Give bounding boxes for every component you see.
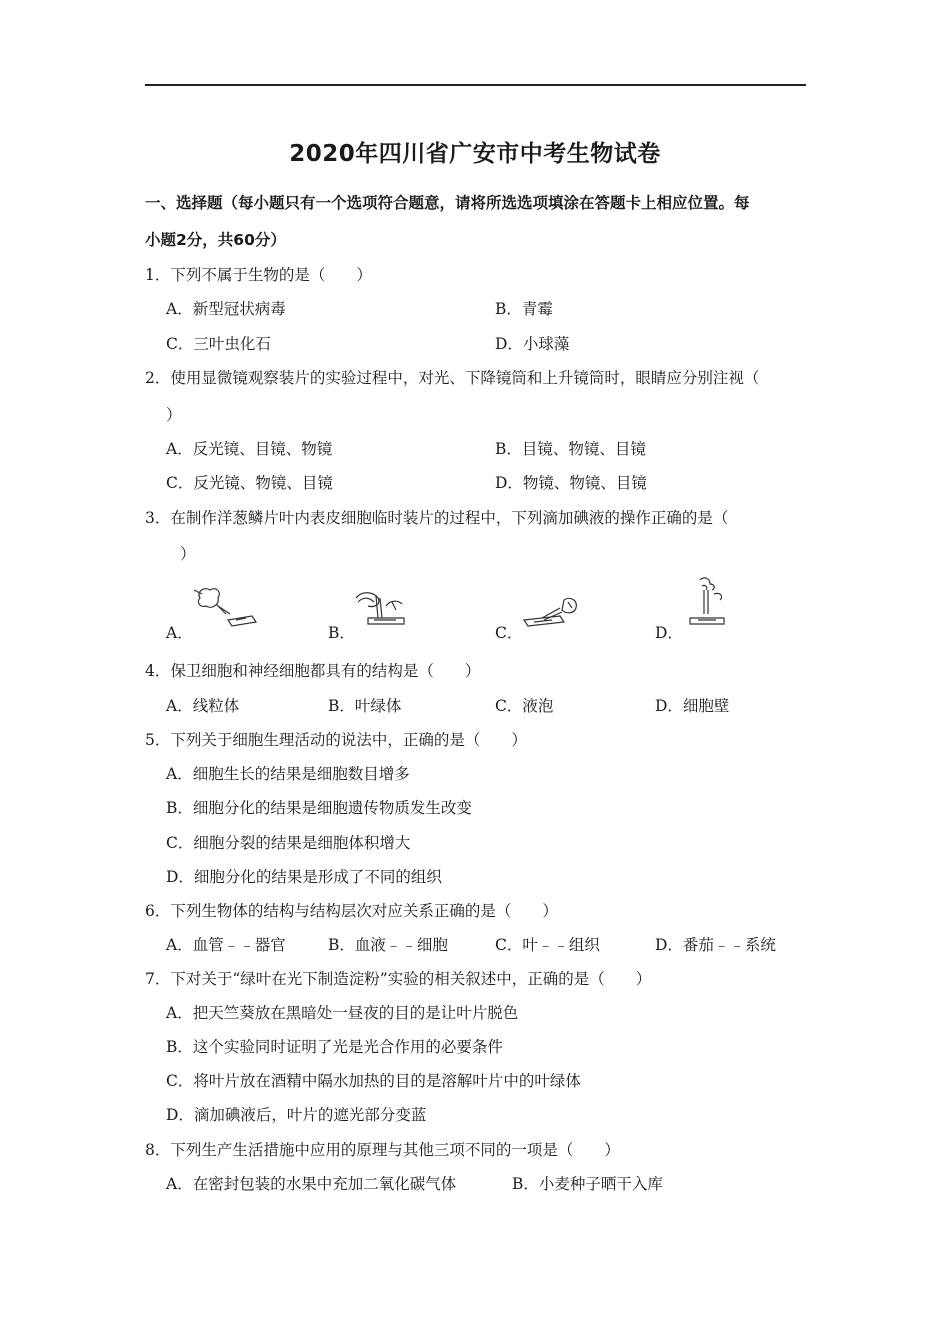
question-3-option-a: A． [166, 624, 193, 642]
question-4-option-c: C．液泡 [495, 697, 554, 715]
question-1-option-d: D．小球藻 [495, 335, 570, 353]
section-heading-line1: 一、选择题（每小题只有一个选项符合题意，请将所选选项填涂在答题卡上相应位置。每 [145, 194, 750, 212]
question-3-option-b: B． [328, 624, 355, 642]
question-4-stem: 4．保卫细胞和神经细胞都具有的结构是（ ） [145, 662, 481, 680]
question-5-option-d: D．细胞分化的结果是形成了不同的组织 [166, 868, 442, 886]
dropper-figure-b [352, 588, 412, 628]
question-1-option-a: A．新型冠状病毒 [166, 300, 286, 318]
question-5-option-a: A．细胞生长的结果是细胞数目增多 [166, 765, 410, 783]
dropper-figure-d [680, 576, 734, 630]
question-8-option-b: B．小麦种子晒干入库 [512, 1175, 663, 1193]
question-2-stem-continued: ） [166, 406, 182, 424]
question-5-option-c: C．细胞分裂的结果是细胞体积增大 [166, 834, 411, 852]
question-1-stem: 1．下列不属于生物的是（ ） [145, 266, 372, 284]
question-3-option-d: D． [655, 624, 683, 642]
question-4-option-b: B．叶绿体 [328, 697, 402, 715]
header-rule [145, 84, 806, 86]
question-3-option-c: C． [495, 624, 523, 642]
question-6-option-a: A．血管﹣﹣器官 [166, 936, 286, 954]
question-2-option-c: C．反光镜、物镜、目镜 [166, 474, 333, 492]
question-4-option-a: A．线粒体 [166, 697, 240, 715]
dropper-figure-c [520, 594, 582, 628]
question-7-option-a: A．把天竺葵放在黑暗处一昼夜的目的是让叶片脱色 [166, 1004, 519, 1022]
question-1-option-c: C．三叶虫化石 [166, 335, 271, 353]
question-2-option-a: A．反光镜、目镜、物镜 [166, 440, 333, 458]
dropper-figure-a [190, 584, 260, 628]
question-6-option-b: B．血液﹣﹣细胞 [328, 936, 448, 954]
question-4-option-d: D．细胞壁 [655, 697, 730, 715]
section-heading-line2: 小题2分，共60分） [145, 231, 286, 249]
question-7-stem: 7．下对关于“绿叶在光下制造淀粉”实验的相关叙述中，正确的是（ ） [145, 970, 652, 988]
question-7-option-b: B．这个实验同时证明了光是光合作用的必要条件 [166, 1038, 503, 1056]
question-2-option-b: B．目镜、物镜、目镜 [495, 440, 646, 458]
question-5-option-b: B．细胞分化的结果是细胞遗传物质发生改变 [166, 799, 472, 817]
question-8-stem: 8．下列生产生活措施中应用的原理与其他三项不同的一项是（ ） [145, 1141, 620, 1159]
question-5-stem: 5．下列关于细胞生理活动的说法中，正确的是（ ） [145, 731, 527, 749]
question-7-option-d: D．滴加碘液后，叶片的遮光部分变蓝 [166, 1106, 427, 1124]
question-7-option-c: C．将叶片放在酒精中隔水加热的目的是溶解叶片中的叶绿体 [166, 1072, 581, 1090]
page-title: 2020年四川省广安市中考生物试卷 [289, 141, 661, 167]
question-6-stem: 6．下列生物体的结构与结构层次对应关系正确的是（ ） [145, 902, 558, 920]
question-8-option-a: A．在密封包装的水果中充加二氧化碳气体 [166, 1175, 457, 1193]
question-1-option-b: B．青霉 [495, 300, 553, 318]
question-3-stem-continued: ） [180, 545, 196, 563]
question-2-stem: 2．使用显微镜观察装片的实验过程中，对光、下降镜筒和上升镜筒时，眼睛应分别注视（ [145, 369, 760, 387]
question-6-option-c: C．叶﹣﹣组织 [495, 936, 600, 954]
question-3-stem: 3．在制作洋葱鳞片叶内表皮细胞临时装片的过程中，下列滴加碘液的操作正确的是（ [145, 509, 729, 527]
question-2-option-d: D．物镜、物镜、目镜 [495, 474, 647, 492]
question-6-option-d: D．番茄﹣﹣系统 [655, 936, 776, 954]
